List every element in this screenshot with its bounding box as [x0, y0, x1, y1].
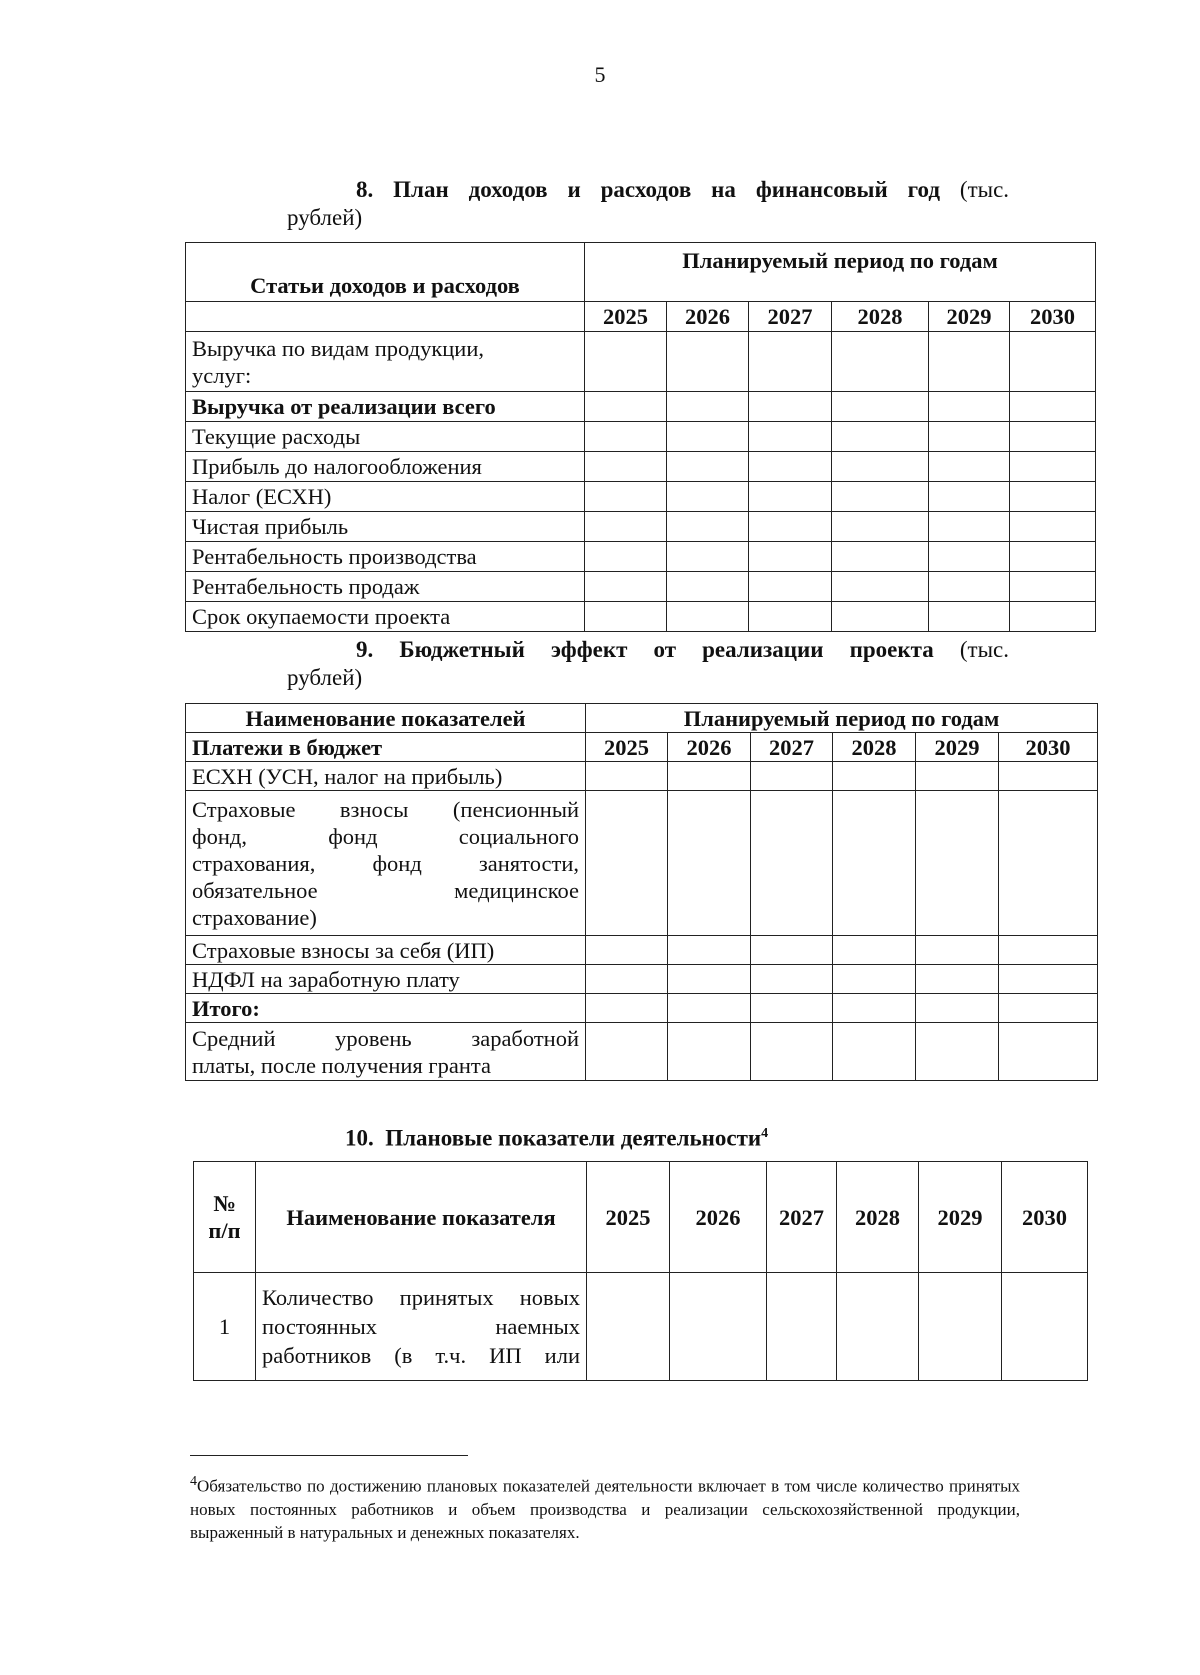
header-income-expense: Статьи доходов и расходов: [186, 243, 585, 302]
row-number-1: 1: [194, 1273, 256, 1381]
row-label-payback-period: Срок окупаемости проекта: [186, 602, 585, 632]
budget-effect-table: [185, 703, 1098, 1081]
year-2025: 2025: [587, 1162, 670, 1273]
header-indicator-names: Наименование показателей: [186, 704, 586, 733]
footnote-divider: [190, 1455, 468, 1456]
subheader-budget-payments: Платежи в бюджет: [186, 733, 586, 762]
row-label-self-insurance: Страховые взносы за себя (ИП): [186, 936, 586, 965]
year-2029: 2029: [916, 733, 999, 762]
row-label-net-profit: Чистая прибыль: [186, 512, 585, 542]
year-2030: 2030: [1010, 302, 1096, 332]
year-2028: 2028: [837, 1162, 919, 1273]
section-8-unit: (тыс.: [959, 177, 1010, 202]
section-9-number: 9.: [356, 637, 374, 662]
row-label-esxn: ЕСХН (УСН, налог на прибыль): [186, 762, 586, 791]
year-2027: 2027: [767, 1162, 837, 1273]
section-9-heading: [356, 636, 1009, 664]
footnote-text: Обязательство по достижению плановых показателей деятельности включает в том числе количество принятых новых постоянных работников и объем производства и реализации сельскохозяйственной продукции, выраженный в натуральных и денежных показателях.: [190, 1476, 1020, 1542]
section-8-title: План доходов и расходов на финансовый год: [393, 177, 940, 202]
footnote: [190, 1470, 1020, 1544]
year-2030: 2030: [1002, 1162, 1088, 1273]
footnote-ref-4[interactable]: 4: [761, 1126, 769, 1141]
footnote-mark: 4: [190, 1474, 197, 1489]
year-2029: 2029: [919, 1162, 1002, 1273]
row-label-ndfl: НДФЛ на заработную плату: [186, 965, 586, 994]
row-label-sales-profitability: Рентабельность продаж: [186, 572, 585, 602]
year-2025: 2025: [586, 733, 668, 762]
header-planned-period-9: Планируемый период по годам: [586, 704, 1098, 733]
year-2030: 2030: [999, 733, 1098, 762]
year-2028: 2028: [832, 302, 929, 332]
section-9-unit-cont: рублей): [287, 665, 363, 690]
page-number: 5: [594, 62, 606, 87]
year-2029: 2029: [929, 302, 1010, 332]
year-2025: 2025: [585, 302, 667, 332]
section-10-number: 10.: [345, 1125, 374, 1151]
row-label-total-revenue: Выручка от реализации всего: [186, 392, 585, 422]
section-9-title: Бюджетный эффект от реализации проекта: [399, 637, 934, 662]
row-label-current-expenses: Текущие расходы: [186, 422, 585, 452]
year-2026: 2026: [670, 1162, 767, 1273]
row-label-revenue-by-type: Выручка по видам продукции, услуг:: [186, 332, 585, 392]
income-expense-table: [185, 242, 1096, 632]
row-label-tax: Налог (ЕСХН): [186, 482, 585, 512]
year-2027: 2027: [751, 733, 833, 762]
row-label-production-profitability: Рентабельность производства: [186, 542, 585, 572]
section-8-unit-cont: рублей): [287, 205, 363, 230]
row-label-new-employees: Количество принятых новых постоянных наемных работников (в т.ч. ИП или: [256, 1273, 587, 1381]
header-blank-cell: [186, 302, 585, 332]
row-label-total: Итого:: [186, 994, 586, 1023]
year-2026: 2026: [668, 733, 751, 762]
section-9-unit: (тыс.: [959, 637, 1009, 662]
section-10-title: Плановые показатели деятельности: [385, 1125, 762, 1151]
section-10-heading: [345, 1120, 905, 1153]
header-indicator-name: Наименование показателя: [256, 1162, 587, 1273]
section-8-heading: [356, 176, 1009, 204]
row-label-insurance-contributions: Страховые взносы (пенсионный фонд, фонд социального страхования, фонд занятости, обязательное медицинское страхование): [186, 791, 586, 936]
year-2026: 2026: [667, 302, 749, 332]
section-8-number: 8.: [356, 177, 374, 202]
planned-indicators-table: [193, 1161, 1088, 1381]
year-2028: 2028: [833, 733, 916, 762]
row-label-average-salary: Средний уровень заработной платы, после получения гранта: [186, 1023, 586, 1081]
header-planned-period: Планируемый период по годам: [585, 243, 1096, 302]
header-row-number: № п/п: [194, 1162, 256, 1273]
year-2027: 2027: [749, 302, 832, 332]
row-label-pretax-profit: Прибыль до налогообложения: [186, 452, 585, 482]
